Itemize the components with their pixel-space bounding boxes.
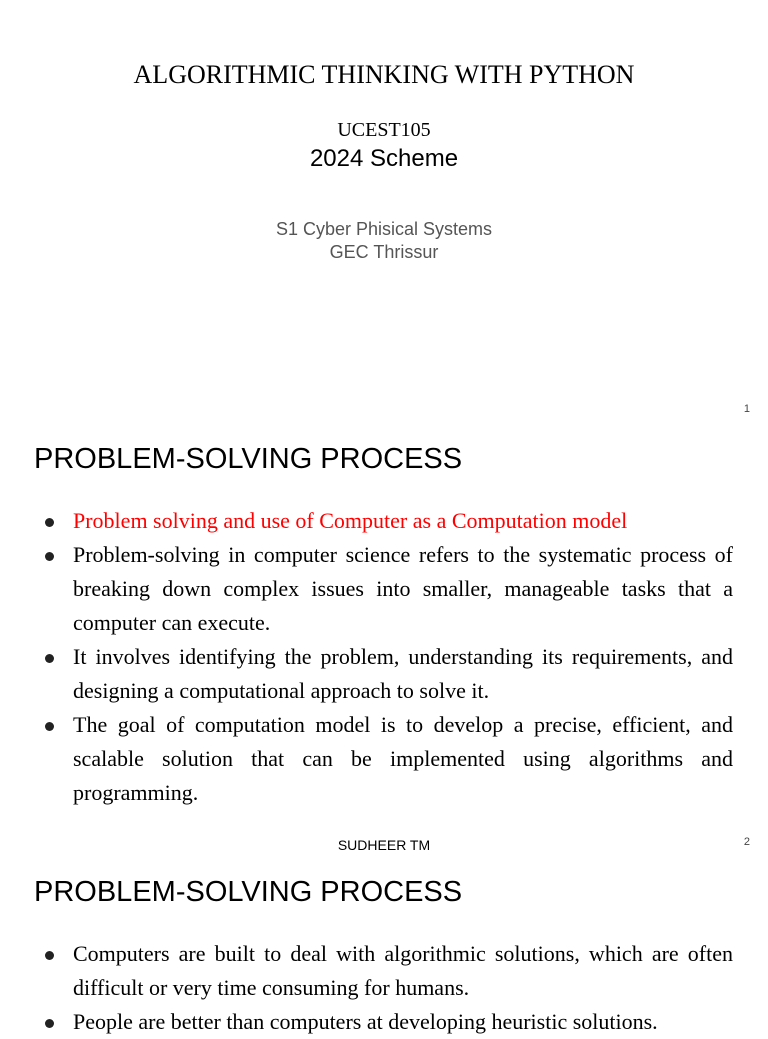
bullet-text: The goal of computation model is to develop a precise, efficient, and scalable solution that can be implemented using algorithms and programming. [73, 712, 733, 805]
slide2-bullet-list [40, 504, 733, 810]
bullet-item [40, 538, 733, 640]
bullet-dot [45, 951, 54, 960]
bullet-dot [45, 552, 54, 561]
bullet-item [40, 1005, 733, 1039]
bullet-item [40, 504, 733, 538]
page-number-2: 2 [743, 836, 750, 848]
bullet-text: Problem solving and use of Computer as a Computation model [73, 508, 628, 533]
bullet-item [40, 708, 733, 810]
scheme-label: 2024 Scheme [309, 145, 459, 172]
college-name: GEC Thrissur [329, 242, 439, 262]
bullet-dot [45, 654, 54, 663]
bullet-text: People are better than computers at developing heuristic solutions. [73, 1009, 658, 1034]
slide3-heading: PROBLEM-SOLVING PROCESS [34, 876, 463, 908]
department-info [0, 218, 768, 264]
bullet-text: It involves identifying the problem, understanding its requirements, and designing a computational approach to solve it. [73, 644, 733, 703]
bullet-dot [45, 518, 54, 527]
slide2-footer: SUDHEER TM [337, 837, 431, 853]
department-name: S1 Cyber Phisical Systems [275, 219, 493, 239]
course-code: UCEST105 [337, 119, 431, 141]
bullet-item [40, 640, 733, 708]
bullet-dot [45, 722, 54, 731]
slide1-title: ALGORITHMIC THINKING WITH PYTHON [133, 60, 635, 89]
page-number-1: 1 [743, 403, 750, 415]
bullet-text: Computers are built to deal with algorithmic solutions, which are often difficult or very time consuming for humans. [73, 941, 733, 1000]
slide2-heading: PROBLEM-SOLVING PROCESS [34, 443, 463, 475]
bullet-item [40, 937, 733, 1005]
bullet-text: Problem-solving in computer science refers to the systematic process of breaking down complex issues into smaller, manageable tasks that a computer can execute. [73, 542, 733, 635]
